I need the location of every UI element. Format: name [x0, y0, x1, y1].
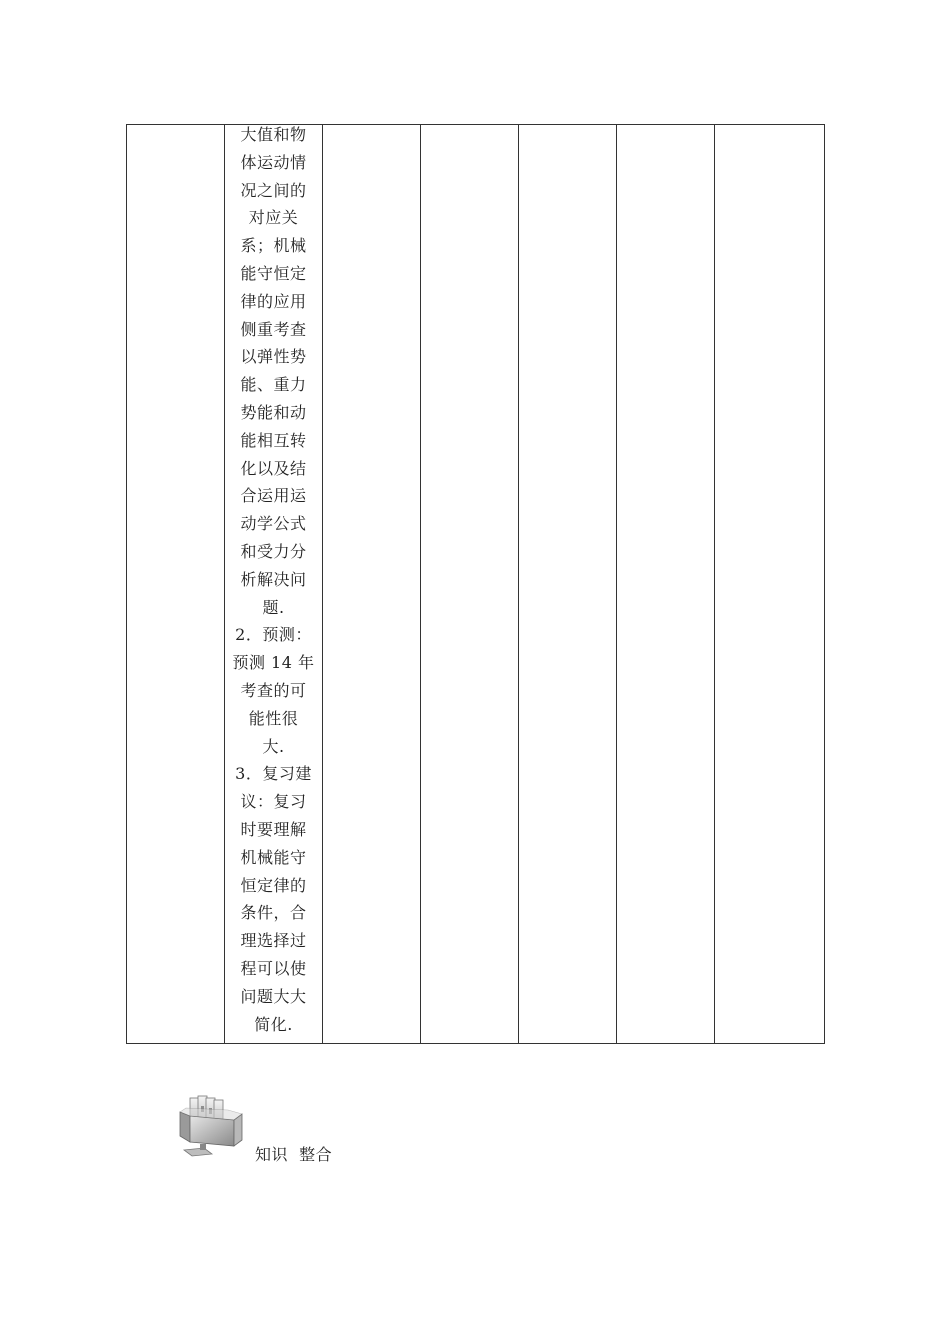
cell-text-line: 3．复习建 — [235, 764, 312, 784]
cell-text-line: 体运动情 — [240, 152, 307, 172]
cell-text-line: 2．预测： — [235, 625, 312, 645]
cell-text-line: 问题大大 — [240, 986, 307, 1006]
cell-text-line: 能、重力 — [240, 375, 307, 395]
cell-text-line: 题. — [262, 597, 285, 617]
cell-text-line: 考查的可 — [240, 680, 307, 700]
table-cell-7 — [715, 125, 825, 1044]
section-title: 知识 整合 — [255, 1145, 333, 1164]
books-on-shelf-icon — [176, 1090, 248, 1162]
table-cell-1 — [127, 125, 225, 1044]
document-table — [126, 124, 825, 1044]
table-cell-6 — [617, 125, 715, 1044]
cell-text-line: 势能和动 — [240, 402, 307, 422]
table-cell-5 — [519, 125, 617, 1044]
cell-text-line: 议：复习 — [240, 792, 307, 812]
cell-text-line: 简化. — [254, 1014, 293, 1034]
cell-text-line: 机械能守 — [240, 847, 307, 867]
cell-text-line: 预测 14 年 — [232, 653, 315, 673]
cell-text-line: 大. — [262, 736, 285, 756]
cell-text-line: 和受力分 — [240, 541, 307, 561]
cell-text-line: 律的应用 — [240, 291, 307, 311]
cell-text-line: 能守恒定 — [240, 263, 307, 283]
cell-text-line: 合运用运 — [240, 486, 307, 506]
table-cell-analysis — [225, 125, 323, 1044]
cell-text-line: 条件，合 — [240, 903, 307, 923]
cell-text-line: 况之间的 — [240, 180, 307, 200]
cell-text-line: 以弹性势 — [240, 347, 307, 367]
table-cell-3 — [323, 125, 421, 1044]
cell-text-line: 时要理解 — [240, 819, 307, 839]
cell-text-line: 侧重考查 — [240, 319, 307, 339]
cell-text-line: 恒定律的 — [240, 875, 307, 895]
cell-text-line: 大值和物 — [240, 125, 307, 144]
cell-text-line: 化以及结 — [240, 458, 307, 478]
cell-text-line: 析解决问 — [240, 569, 307, 589]
cell-text-line: 动学公式 — [240, 514, 307, 534]
cell-text-line: 对应关 — [248, 208, 299, 228]
cell-text-line: 系；机械 — [240, 236, 307, 256]
cell-text-line: 能性很 — [248, 708, 299, 728]
table-cell-4 — [421, 125, 519, 1044]
cell-text-line: 程可以使 — [240, 958, 307, 978]
table-row — [127, 125, 825, 1044]
cell-text-block — [225, 121, 322, 1038]
cell-text-line: 能相互转 — [240, 430, 307, 450]
cell-text-line: 理选择过 — [240, 931, 307, 951]
